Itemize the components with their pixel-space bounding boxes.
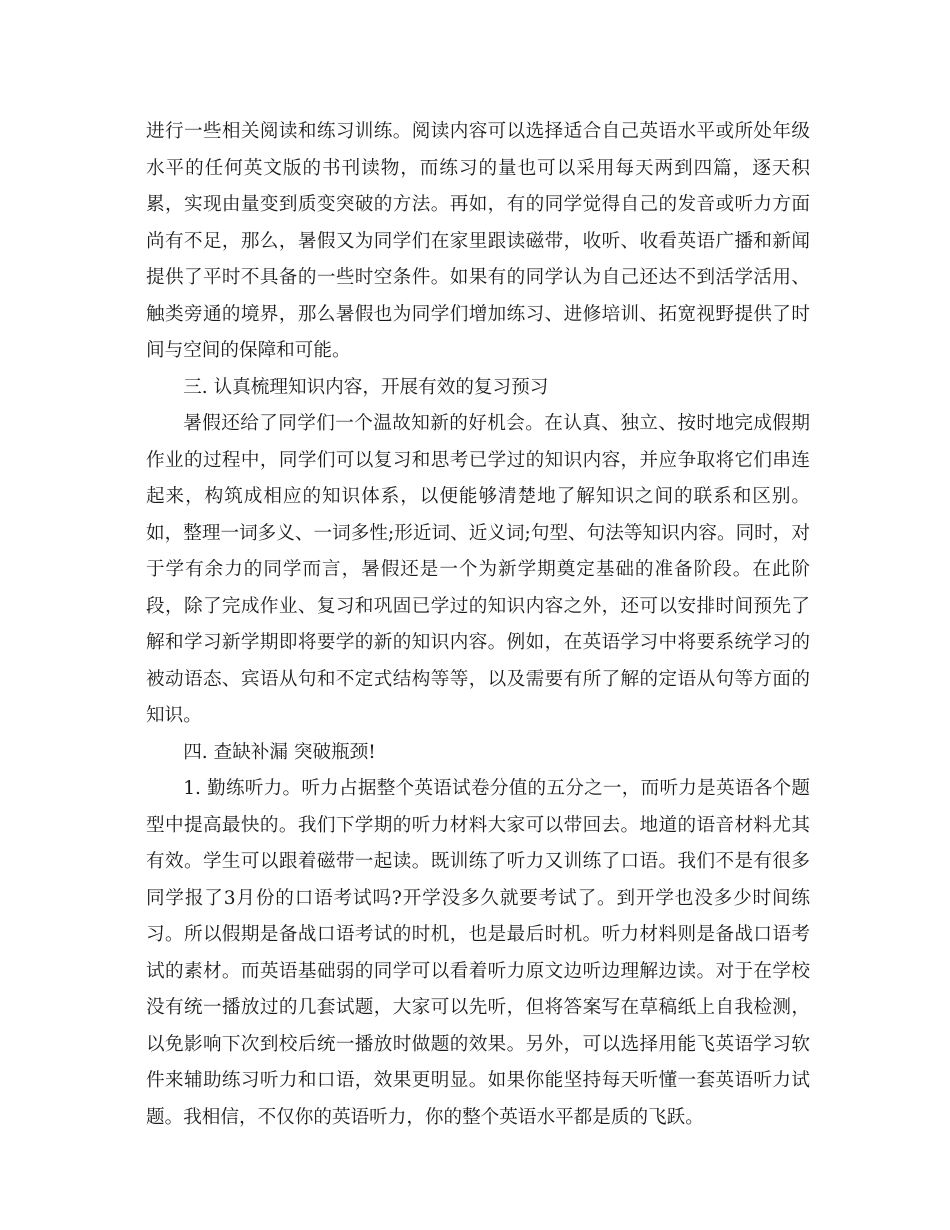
paragraph-review-preview: 暑假还给了同学们一个温故知新的好机会。在认真、独立、按时地完成假期作业的过程中，同学们可以复习和思考已学过的知识内容，并应争取将它们串连起来，构筑成相应的知识体系，以便能够清楚地了解知识之间的联系和区别。如，整理一词多义、一词多性;形近词、近义词;句型、句法等知识内容。同时，对于学有余力的同学而言，暑假还是一个为新学期奠定基础的准备阶段。在此阶段，除了完成作业、复习和巩固已学过的知识内容之外，还可以安排时间预先了解和学习新学期即将要学的新的知识内容。例如，在英语学习中将要系统学习的被动语态、宾语从句和不定式结构等等，以及需要有所了解的定语从句等方面的知识。 xyxy=(146,413,810,726)
paragraph-continuation: 进行一些相关阅读和练习训练。阅读内容可以选择适合自己英语水平或所处年级水平的任何英文版的书刊读物，而练习的量也可以采用每天两到四篇，逐天积累，实现由量变到质变突破的方法。再如，有的同学觉得自己的发音或听力方面尚有不足，那么，暑假又为同学们在家里跟读磁带，收听、收看英语广播和新闻提供了平时不具备的一些时空条件。如果有的同学认为自己还达不到活学活用、触类旁通的境界，那么暑假也为同学们增加练习、进修培训、拓宽视野提供了时间与空间的保障和可能。 xyxy=(146,121,810,361)
document-body xyxy=(146,114,810,1136)
section-heading-3: 三. 认真梳理知识内容，开展有效的复习预习 xyxy=(183,376,549,398)
section-heading-4: 四. 查缺补漏 突破瓶颈! xyxy=(183,741,376,763)
paragraph-listening: 1. 勤练听力。听力占据整个英语试卷分值的五分之一，而听力是英语各个题型中提高最快的。我们下学期的听力材料大家可以带回去。地道的语音材料尤其有效。学生可以跟着磁带一起读。既训练了听力又训练了口语。我们不是有很多同学报了3月份的口语考试吗?开学没多久就要考试了。到开学也没多少时间练习。所以假期是备战口语考试的时机，也是最后时机。听力材料则是备战口语考试的素材。而英语基础弱的同学可以看着听力原文边听边理解边读。对于在学校没有统一播放过的几套试题，大家可以先听，但将答案写在草稿纸上自我检测，以免影响下次到校后统一播放时做题的效果。另外，可以选择用能飞英语学习软件来辅助练习听力和口语，效果更明显。如果你能坚持每天听懂一套英语听力试题。我相信，不仅你的英语听力，你的整个英语水平都是质的飞跃。 xyxy=(146,778,810,1128)
